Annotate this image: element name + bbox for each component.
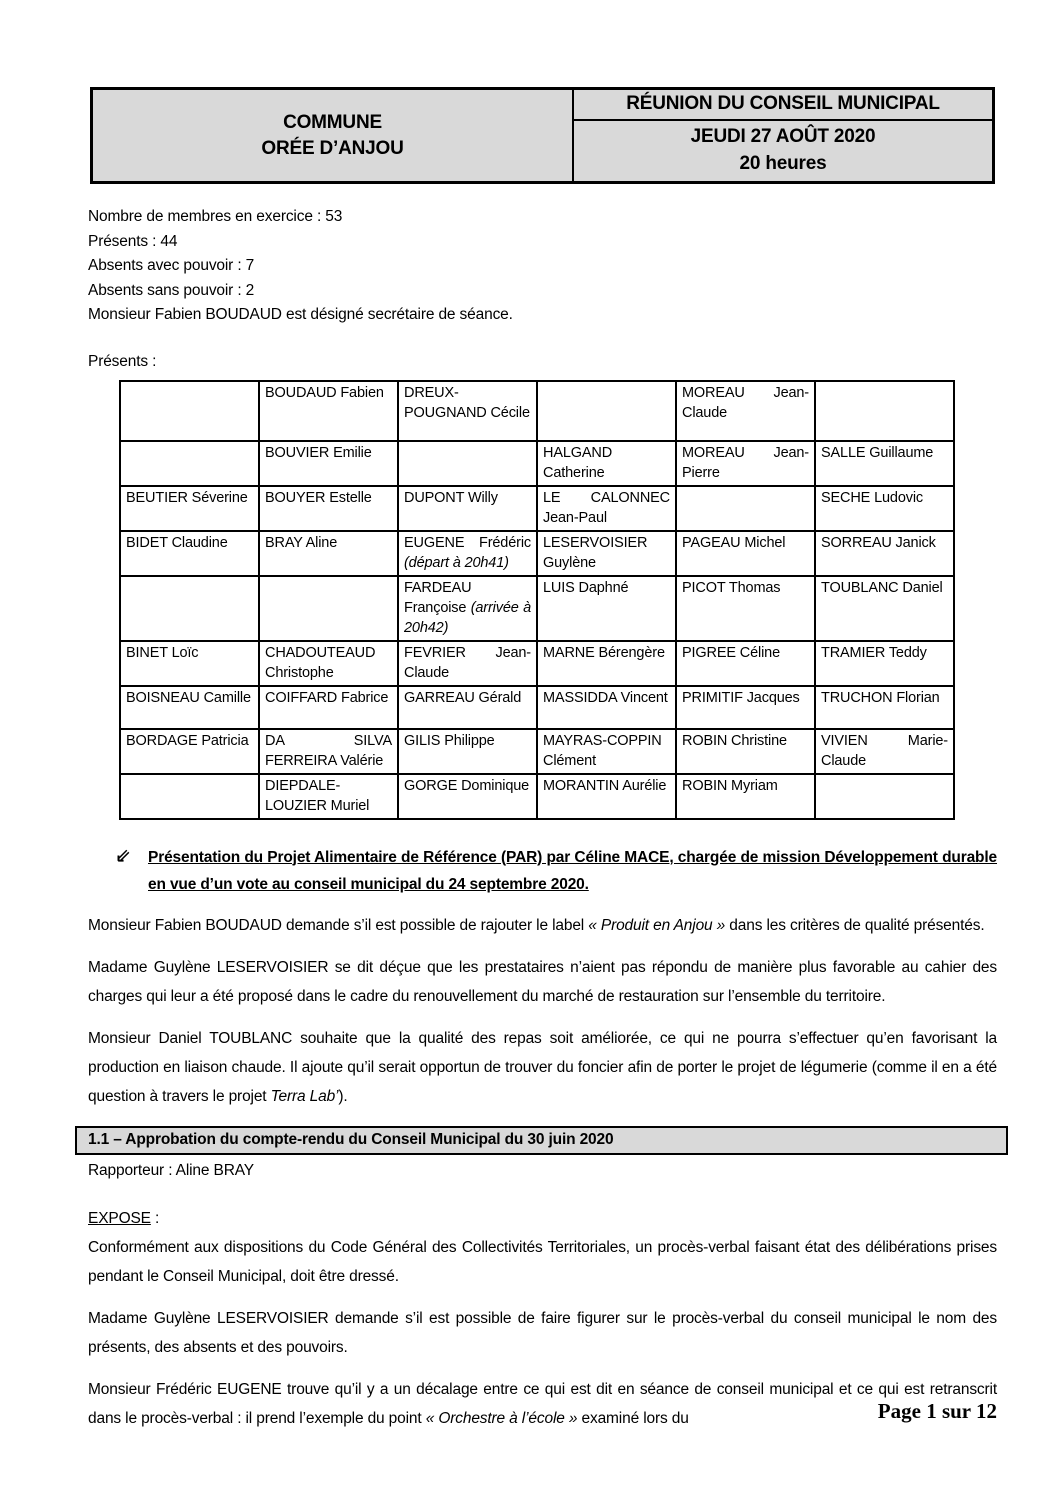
attendee-cell <box>120 641 259 686</box>
text-segment: MASSIDDA Vincent <box>543 689 668 706</box>
attendee-cell <box>676 729 815 774</box>
text-segment: TOUBLANC Daniel <box>821 579 943 596</box>
attendee-cell <box>815 576 954 641</box>
text-segment: SECHE Ludovic <box>821 489 924 506</box>
table-row <box>120 774 954 819</box>
attendee-cell <box>398 686 537 729</box>
text-segment: MORANTIN Aurélie <box>543 777 667 794</box>
attendee-cell <box>120 774 259 819</box>
paragraph-boudaud-label <box>88 911 997 940</box>
attendee-cell <box>676 686 815 729</box>
paragraph-expose-body <box>88 1233 997 1291</box>
meeting-datetime <box>574 121 992 181</box>
text-segment: LESERVOISIER Guylène <box>543 534 648 571</box>
stat-members: Nombre de membres en exercice : 53 <box>88 208 343 225</box>
attendee-cell <box>537 441 676 486</box>
expose-label <box>88 1204 997 1233</box>
text-segment: TRUCHON Florian <box>821 689 940 706</box>
attendee-cell <box>120 686 259 729</box>
text-segment: MAYRAS-COPPIN Clément <box>543 732 662 769</box>
text-segment: SALLE Guillaume <box>821 444 934 461</box>
text-segment: BOUVIER Emilie <box>265 444 372 461</box>
text-segment: Terra Lab’ <box>270 1087 339 1105</box>
attendee-cell <box>398 729 537 774</box>
text-segment: GARREAU Gérald <box>404 689 522 706</box>
attendee-cell <box>676 774 815 819</box>
attendee-cell <box>676 531 815 576</box>
text-segment: EUGENE Frédéric <box>404 534 531 551</box>
commune-cell <box>93 90 574 181</box>
text-segment: examiné lors du <box>577 1409 689 1427</box>
attendee-cell <box>259 441 398 486</box>
presents-label: Présents : <box>88 352 157 370</box>
attendee-cell <box>815 774 954 819</box>
meeting-time: 20 heures <box>739 153 827 174</box>
rapporteur-line: Rapporteur : Aline BRAY <box>88 1161 254 1179</box>
secretary-note: Monsieur Fabien BOUDAUD est désigné secrétaire de séance. <box>88 306 513 323</box>
attendee-cell <box>259 576 398 641</box>
attendee-cell <box>676 576 815 641</box>
membership-stats <box>88 205 997 328</box>
attendee-cell <box>815 381 954 441</box>
text-segment: PAGEAU Michel <box>682 534 786 551</box>
text-segment: BOUYER Estelle <box>265 489 372 506</box>
commune-line2: ORÉE D’ANJOU <box>261 137 404 159</box>
attendee-cell <box>398 381 537 441</box>
attendee-cell <box>537 686 676 729</box>
text-segment: MOREAU Jean-Pierre <box>682 444 809 481</box>
attendee-cell <box>259 641 398 686</box>
text-segment: MARNE Bérengère <box>543 644 665 661</box>
attendee-cell <box>815 486 954 531</box>
text-segment: MOREAU Jean-Claude <box>682 384 809 421</box>
text-segment: BRAY Aline <box>265 534 338 551</box>
text-segment: LUIS Daphné <box>543 579 629 596</box>
paragraph-leservoisier-proces-verbal <box>88 1304 997 1362</box>
text-segment: GILIS Philippe <box>404 732 495 749</box>
text-segment: Madame Guylène LESERVOISIER demande s’il est possible de faire figurer sur le procès-verbal du conseil municipal le nom des présents, des absents et des pouvoirs. <box>88 1309 997 1356</box>
attendee-cell <box>815 641 954 686</box>
text-segment: Conformément aux dispositions du Code Général des Collectivités Territoriales, un procès-verbal faisant état des délibérations prises pendant le Conseil Municipal, doit être dressé. <box>88 1238 997 1285</box>
attendee-cell <box>120 531 259 576</box>
stat-absent-with-proxy: Absents avec pouvoir : 7 <box>88 257 255 274</box>
text-segment: (arrivée à 20h42) <box>404 599 531 636</box>
attendee-cell <box>537 729 676 774</box>
text-segment: PIGREE Céline <box>682 644 780 661</box>
text-segment: DREUX-POUGNAND Cécile <box>404 384 530 421</box>
attendee-cell <box>537 486 676 531</box>
commune-line1: COMMUNE <box>283 111 382 133</box>
attendee-cell <box>259 774 398 819</box>
text-segment: TRAMIER Teddy <box>821 644 927 661</box>
text-segment: BOISNEAU Camille <box>126 689 251 706</box>
attendee-cell <box>815 441 954 486</box>
table-row <box>120 641 954 686</box>
text-segment: : <box>150 1209 160 1227</box>
table-row <box>120 729 954 774</box>
attendee-cell <box>815 686 954 729</box>
attendee-cell <box>815 729 954 774</box>
text-segment: dans les critères de qualité présentés. <box>725 916 985 934</box>
text-segment: HALGAND Catherine <box>543 444 613 481</box>
attendee-cell <box>120 381 259 441</box>
text-segment: EXPOSE <box>88 1209 151 1227</box>
attendee-cell <box>398 576 537 641</box>
table-row <box>120 486 954 531</box>
text-segment: Présentation du Projet Alimentaire de Référence (PAR) par Céline MACE, chargée de mission Développement durable en vue d’un vote au conseil municipal du 24 septembre 2020. <box>148 848 997 893</box>
attendee-cell <box>537 641 676 686</box>
table-row <box>120 531 954 576</box>
text-segment: ). <box>338 1087 348 1105</box>
page-number: Page 1 sur 12 <box>877 1399 997 1423</box>
attendee-cell <box>259 686 398 729</box>
attendee-cell <box>398 531 537 576</box>
text-segment: BIDET Claudine <box>126 534 228 551</box>
paragraph-toublanc-repas <box>88 1024 997 1111</box>
attendee-cell <box>676 641 815 686</box>
attendee-cell <box>259 381 398 441</box>
attendee-cell <box>398 486 537 531</box>
attendee-cell <box>676 381 815 441</box>
text-segment: PRIMITIF Jacques <box>682 689 800 706</box>
text-segment: GORGE Dominique <box>404 777 530 794</box>
paragraph-leservoisier-prestataires <box>88 953 997 1011</box>
text-segment: DA SILVA FERREIRA Valérie <box>265 732 392 769</box>
text-segment: CHADOUTEAUD Christophe <box>265 644 376 681</box>
agenda-bullet-item <box>88 844 997 898</box>
meeting-cell <box>574 90 992 181</box>
meeting-date: JEUDI 27 AOÛT 2020 <box>690 126 876 147</box>
text-segment: BINET Loïc <box>126 644 199 661</box>
text-segment: LE CALONNEC Jean-Paul <box>543 489 670 526</box>
text-segment: BORDAGE Patricia <box>126 732 249 749</box>
table-row <box>120 441 954 486</box>
agenda-bullet-text <box>148 844 997 898</box>
meeting-title: RÉUNION DU CONSEIL MUNICIPAL <box>574 90 992 121</box>
attendee-cell <box>398 441 537 486</box>
text-segment: BOUDAUD Fabien <box>265 384 384 401</box>
text-segment: VIVIEN Marie-Claude <box>821 732 948 769</box>
text-segment: ROBIN Myriam <box>682 777 778 794</box>
text-segment: Monsieur Fabien BOUDAUD demande s’il est possible de rajouter le label <box>88 916 589 934</box>
attendee-cell <box>259 486 398 531</box>
text-segment: BEUTIER Séverine <box>126 489 248 506</box>
attendee-cell <box>259 729 398 774</box>
section-heading-1-1: 1.1 – Approbation du compte-rendu du Conseil Municipal du 30 juin 2020 <box>75 1126 1008 1155</box>
text-segment: SORREAU Janick <box>821 534 936 551</box>
attendee-cell <box>537 576 676 641</box>
attendee-cell <box>537 531 676 576</box>
attendance-table <box>119 380 955 820</box>
text-segment: DUPONT Willy <box>404 489 498 506</box>
attendee-cell <box>676 486 815 531</box>
stat-absent-without-proxy: Absents sans pouvoir : 2 <box>88 281 255 299</box>
attendee-cell <box>120 729 259 774</box>
text-segment: DIEPDALE-LOUZIER Muriel <box>265 777 370 814</box>
text-segment: Madame Guylène LESERVOISIER se dit déçue que les prestataires n’aient pas répondu de manière plus favorable au cahier des charges qui leur a été proposé dans le cadre du renouvellement du marché de restauration sur l’ensemble du territoire. <box>88 958 997 1005</box>
table-row <box>120 686 954 729</box>
attendee-cell <box>120 576 259 641</box>
attendee-cell <box>398 641 537 686</box>
text-segment: Monsieur Frédéric EUGENE trouve qu’il y a un décalage entre ce qui est dit en séance de conseil municipal et ce qui est retranscrit dans le procès-verbal : il prend l’exemple du point <box>88 1380 997 1427</box>
stat-present: Présents : 44 <box>88 232 178 250</box>
table-row <box>120 381 954 441</box>
text-segment: COIFFARD Fabrice <box>265 689 389 706</box>
attendee-cell <box>398 774 537 819</box>
attendee-cell <box>537 774 676 819</box>
attendee-cell <box>537 381 676 441</box>
bent-arrow-bullet-icon: ⇙ <box>115 845 131 867</box>
text-segment: FARDEAU Françoise <box>404 579 472 616</box>
table-row <box>120 576 954 641</box>
text-segment: PICOT Thomas <box>682 579 781 596</box>
header-table <box>90 87 995 184</box>
text-segment: « Orchestre à l’école » <box>425 1409 578 1427</box>
text-segment: FEVRIER Jean-Claude <box>404 644 531 681</box>
text-segment: ROBIN Christine <box>682 732 787 749</box>
text-segment: Monsieur Daniel TOUBLANC souhaite que la qualité des repas soit améliorée, ce qui ne pourra s’effectuer qu’en favorisant la production en liaison chaude. Il ajoute qu’il serait opportun de trouver du foncier afin de porter le projet de légumerie (comme il en a été question à travers le projet <box>88 1029 997 1105</box>
paragraph-eugene-decalage <box>88 1375 997 1433</box>
attendee-cell <box>120 441 259 486</box>
attendee-cell <box>120 486 259 531</box>
attendee-cell <box>815 531 954 576</box>
text-segment: (départ à 20h41) <box>404 554 509 571</box>
attendee-cell <box>676 441 815 486</box>
text-segment: « Produit en Anjou » <box>588 916 726 934</box>
attendee-cell <box>259 531 398 576</box>
